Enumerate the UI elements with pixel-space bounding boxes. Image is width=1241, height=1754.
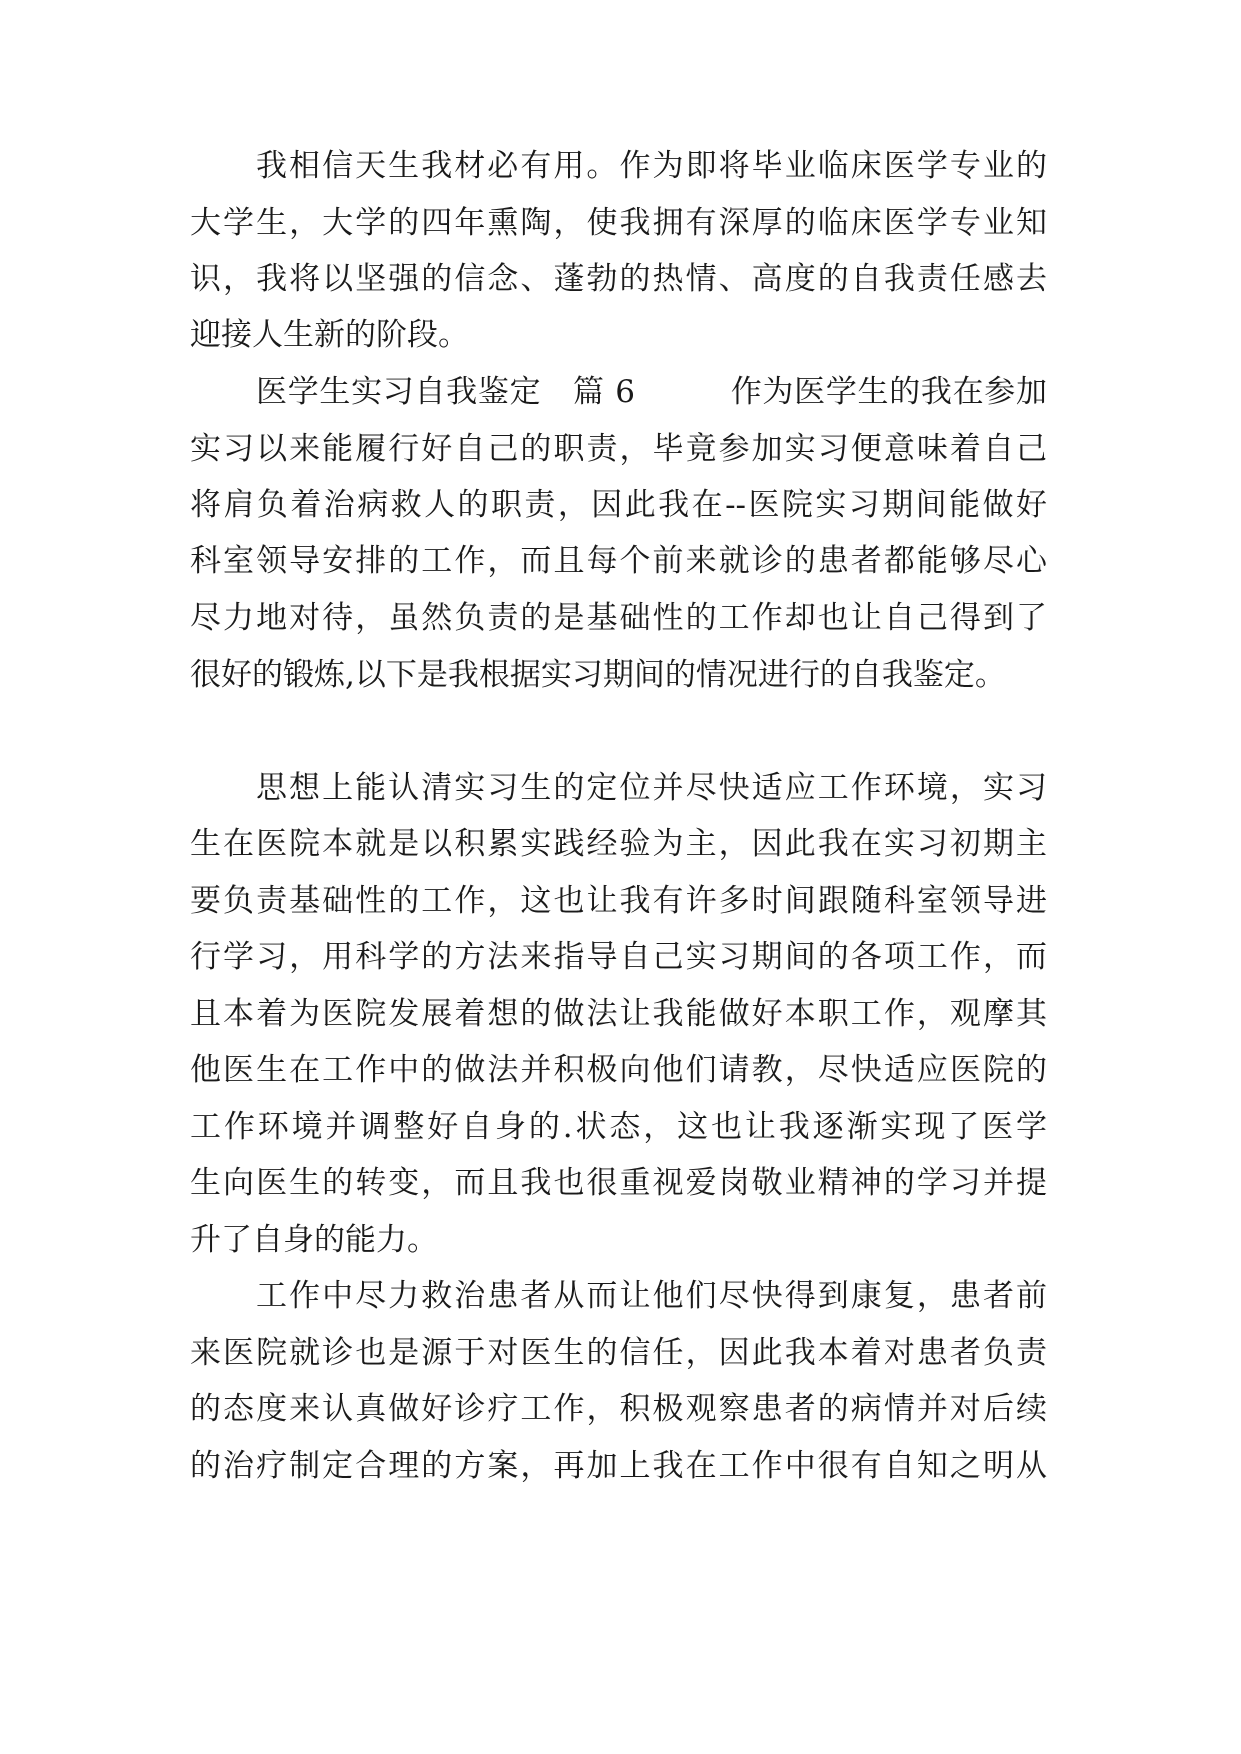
- text-line: 生在医院本就是以积累实践经验为主，因此我在实习初期主: [190, 826, 1047, 862]
- text-line: 他医生在工作中的做法并积极向他们请教，尽快适应医院的: [190, 1052, 1047, 1088]
- text-line: 升了自身的能力。: [190, 1222, 438, 1258]
- text-line: 要负责基础性的工作，这也让我有许多时间跟随科室领导进: [190, 883, 1047, 919]
- text-line: 工作中尽力救治患者从而让他们尽快得到康复，患者前: [256, 1278, 1047, 1314]
- text-line: 来医院就诊也是源于对医生的信任，因此我本着对患者负责: [190, 1335, 1047, 1371]
- text-line: 工作环境并调整好自身的.状态，这也让我逐渐实现了医学: [190, 1109, 1047, 1145]
- text-line: 迎接人生新的阶段。: [190, 317, 469, 353]
- text-line: 实习以来能履行好自己的职责，毕竟参加实习便意味着自己: [190, 431, 1047, 467]
- text-line: 的态度来认真做好诊疗工作，积极观察患者的病情并对后续: [190, 1391, 1047, 1427]
- text-line: 我相信天生我材必有用。作为即将毕业临床医学专业的: [256, 148, 1047, 184]
- text-line: 的治疗制定合理的方案，再加上我在工作中很有自知之明从: [190, 1448, 1047, 1484]
- text-line: 思想上能认清实习生的定位并尽快适应工作环境，实习: [256, 770, 1047, 806]
- text-line: 大学生，大学的四年熏陶，使我拥有深厚的临床医学专业知: [190, 205, 1047, 241]
- text-line: 生向医生的转变，而且我也很重视爱岗敬业精神的学习并提: [190, 1165, 1047, 1201]
- text-line: 识，我将以坚强的信念、蓬勃的热情、高度的自我责任感去: [190, 261, 1047, 297]
- text-line: 行学习，用科学的方法来指导自己实习期间的各项工作，而: [190, 939, 1047, 975]
- text-line: 将肩负着治病救人的职责，因此我在--医院实习期间能做好: [190, 487, 1047, 523]
- text-line: 尽力地对待，虽然负责的是基础性的工作却也让自己得到了: [190, 600, 1047, 636]
- text-line: 很好的锻炼,以下是我根据实习期间的情况进行的自我鉴定。: [190, 657, 1006, 693]
- text-line: 医学生实习自我鉴定 篇 6 作为医学生的我在参加: [256, 374, 1047, 410]
- text-line: 科室领导安排的工作，而且每个前来就诊的患者都能够尽心: [190, 543, 1047, 579]
- text-line: 且本着为医院发展着想的做法让我能做好本职工作，观摩其: [190, 996, 1047, 1032]
